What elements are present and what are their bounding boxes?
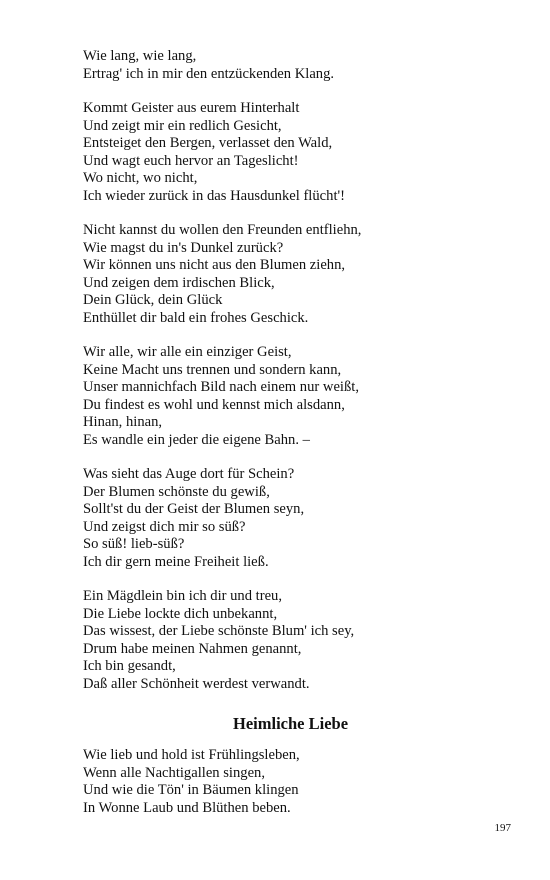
verse-line: Und wie die Tön' in Bäumen klingen bbox=[83, 782, 299, 798]
verse-line: Ich dir gern meine Freiheit ließ. bbox=[83, 553, 269, 570]
verse-line: Drum habe meinen Nahmen genannt, bbox=[83, 640, 302, 657]
verse-line: Die Liebe lockte dich unbekannt, bbox=[83, 605, 278, 622]
verse-line: Das wissest, der Liebe schönste Blum' ich sey, bbox=[83, 623, 355, 639]
verse-line: Wie lang, wie lang, bbox=[83, 48, 197, 64]
stanza-3 bbox=[83, 222, 483, 327]
verse-line: Wir alle, wir alle ein einziger Geist, bbox=[83, 344, 292, 360]
page-body bbox=[83, 48, 483, 834]
verse-line: Und zeigen dem irdischen Blick, bbox=[83, 274, 275, 291]
verse-line: Wo nicht, wo nicht, bbox=[83, 170, 198, 186]
verse-line: Nicht kannst du wollen den Freunden entfliehn, bbox=[83, 222, 362, 238]
verse-line: Ertrag' ich in mir den entzückenden Klang. bbox=[83, 65, 335, 82]
verse-line: Und zeigst dich mir so süß? bbox=[83, 518, 246, 535]
verse-line: Hinan, hinan, bbox=[83, 414, 163, 430]
verse-line: Du findest es wohl und kennst mich alsdann, bbox=[83, 396, 345, 413]
page-number: 197 bbox=[494, 822, 511, 834]
verse-line: Wie lieb und hold ist Frühlingsleben, bbox=[83, 747, 300, 763]
verse-line: Entsteiget den Bergen, verlasset den Wald, bbox=[83, 135, 333, 151]
stanza-7 bbox=[83, 747, 483, 817]
verse-line: Ein Mägdlein bin ich dir und treu, bbox=[83, 588, 283, 604]
verse-line: Dein Glück, dein Glück bbox=[83, 292, 223, 308]
verse-line: Kommt Geister aus eurem Hinterhalt bbox=[83, 100, 300, 116]
verse-line: Unser mannichfach Bild nach einem nur weißt, bbox=[83, 379, 359, 395]
poem-title: Heimliche Liebe bbox=[233, 714, 349, 733]
verse-line: Wie magst du in's Dunkel zurück? bbox=[83, 239, 284, 256]
verse-line: Sollt'st du der Geist der Blumen seyn, bbox=[83, 501, 305, 517]
stanza-1 bbox=[83, 48, 483, 83]
verse-line: Und zeigt mir ein redlich Gesicht, bbox=[83, 117, 282, 134]
verse-line: In Wonne Laub und Blüthen beben. bbox=[83, 799, 291, 816]
verse-line: Und wagt euch hervor an Tageslicht! bbox=[83, 152, 299, 169]
verse-line: Der Blumen schönste du gewiß, bbox=[83, 483, 270, 500]
stanza-4 bbox=[83, 344, 483, 449]
stanza-6 bbox=[83, 588, 483, 693]
verse-line: Wenn alle Nachtigallen singen, bbox=[83, 764, 265, 781]
verse-line: Keine Macht uns trennen und sondern kann, bbox=[83, 361, 342, 378]
verse-line: Es wandle ein jeder die eigene Bahn. – bbox=[83, 431, 310, 448]
verse-line: Ich bin gesandt, bbox=[83, 658, 176, 674]
verse-line: Ich wieder zurück in das Hausdunkel flücht'! bbox=[83, 187, 345, 204]
stanza-2 bbox=[83, 100, 483, 205]
verse-line: So süß! lieb-süß? bbox=[83, 536, 185, 552]
verse-line: Was sieht das Auge dort für Schein? bbox=[83, 466, 295, 482]
verse-line: Wir können uns nicht aus den Blumen ziehn, bbox=[83, 257, 346, 273]
stanza-5 bbox=[83, 466, 483, 571]
verse-line: Enthüllet dir bald ein frohes Geschick. bbox=[83, 309, 309, 326]
verse-line: Daß aller Schönheit werdest verwandt. bbox=[83, 675, 310, 692]
